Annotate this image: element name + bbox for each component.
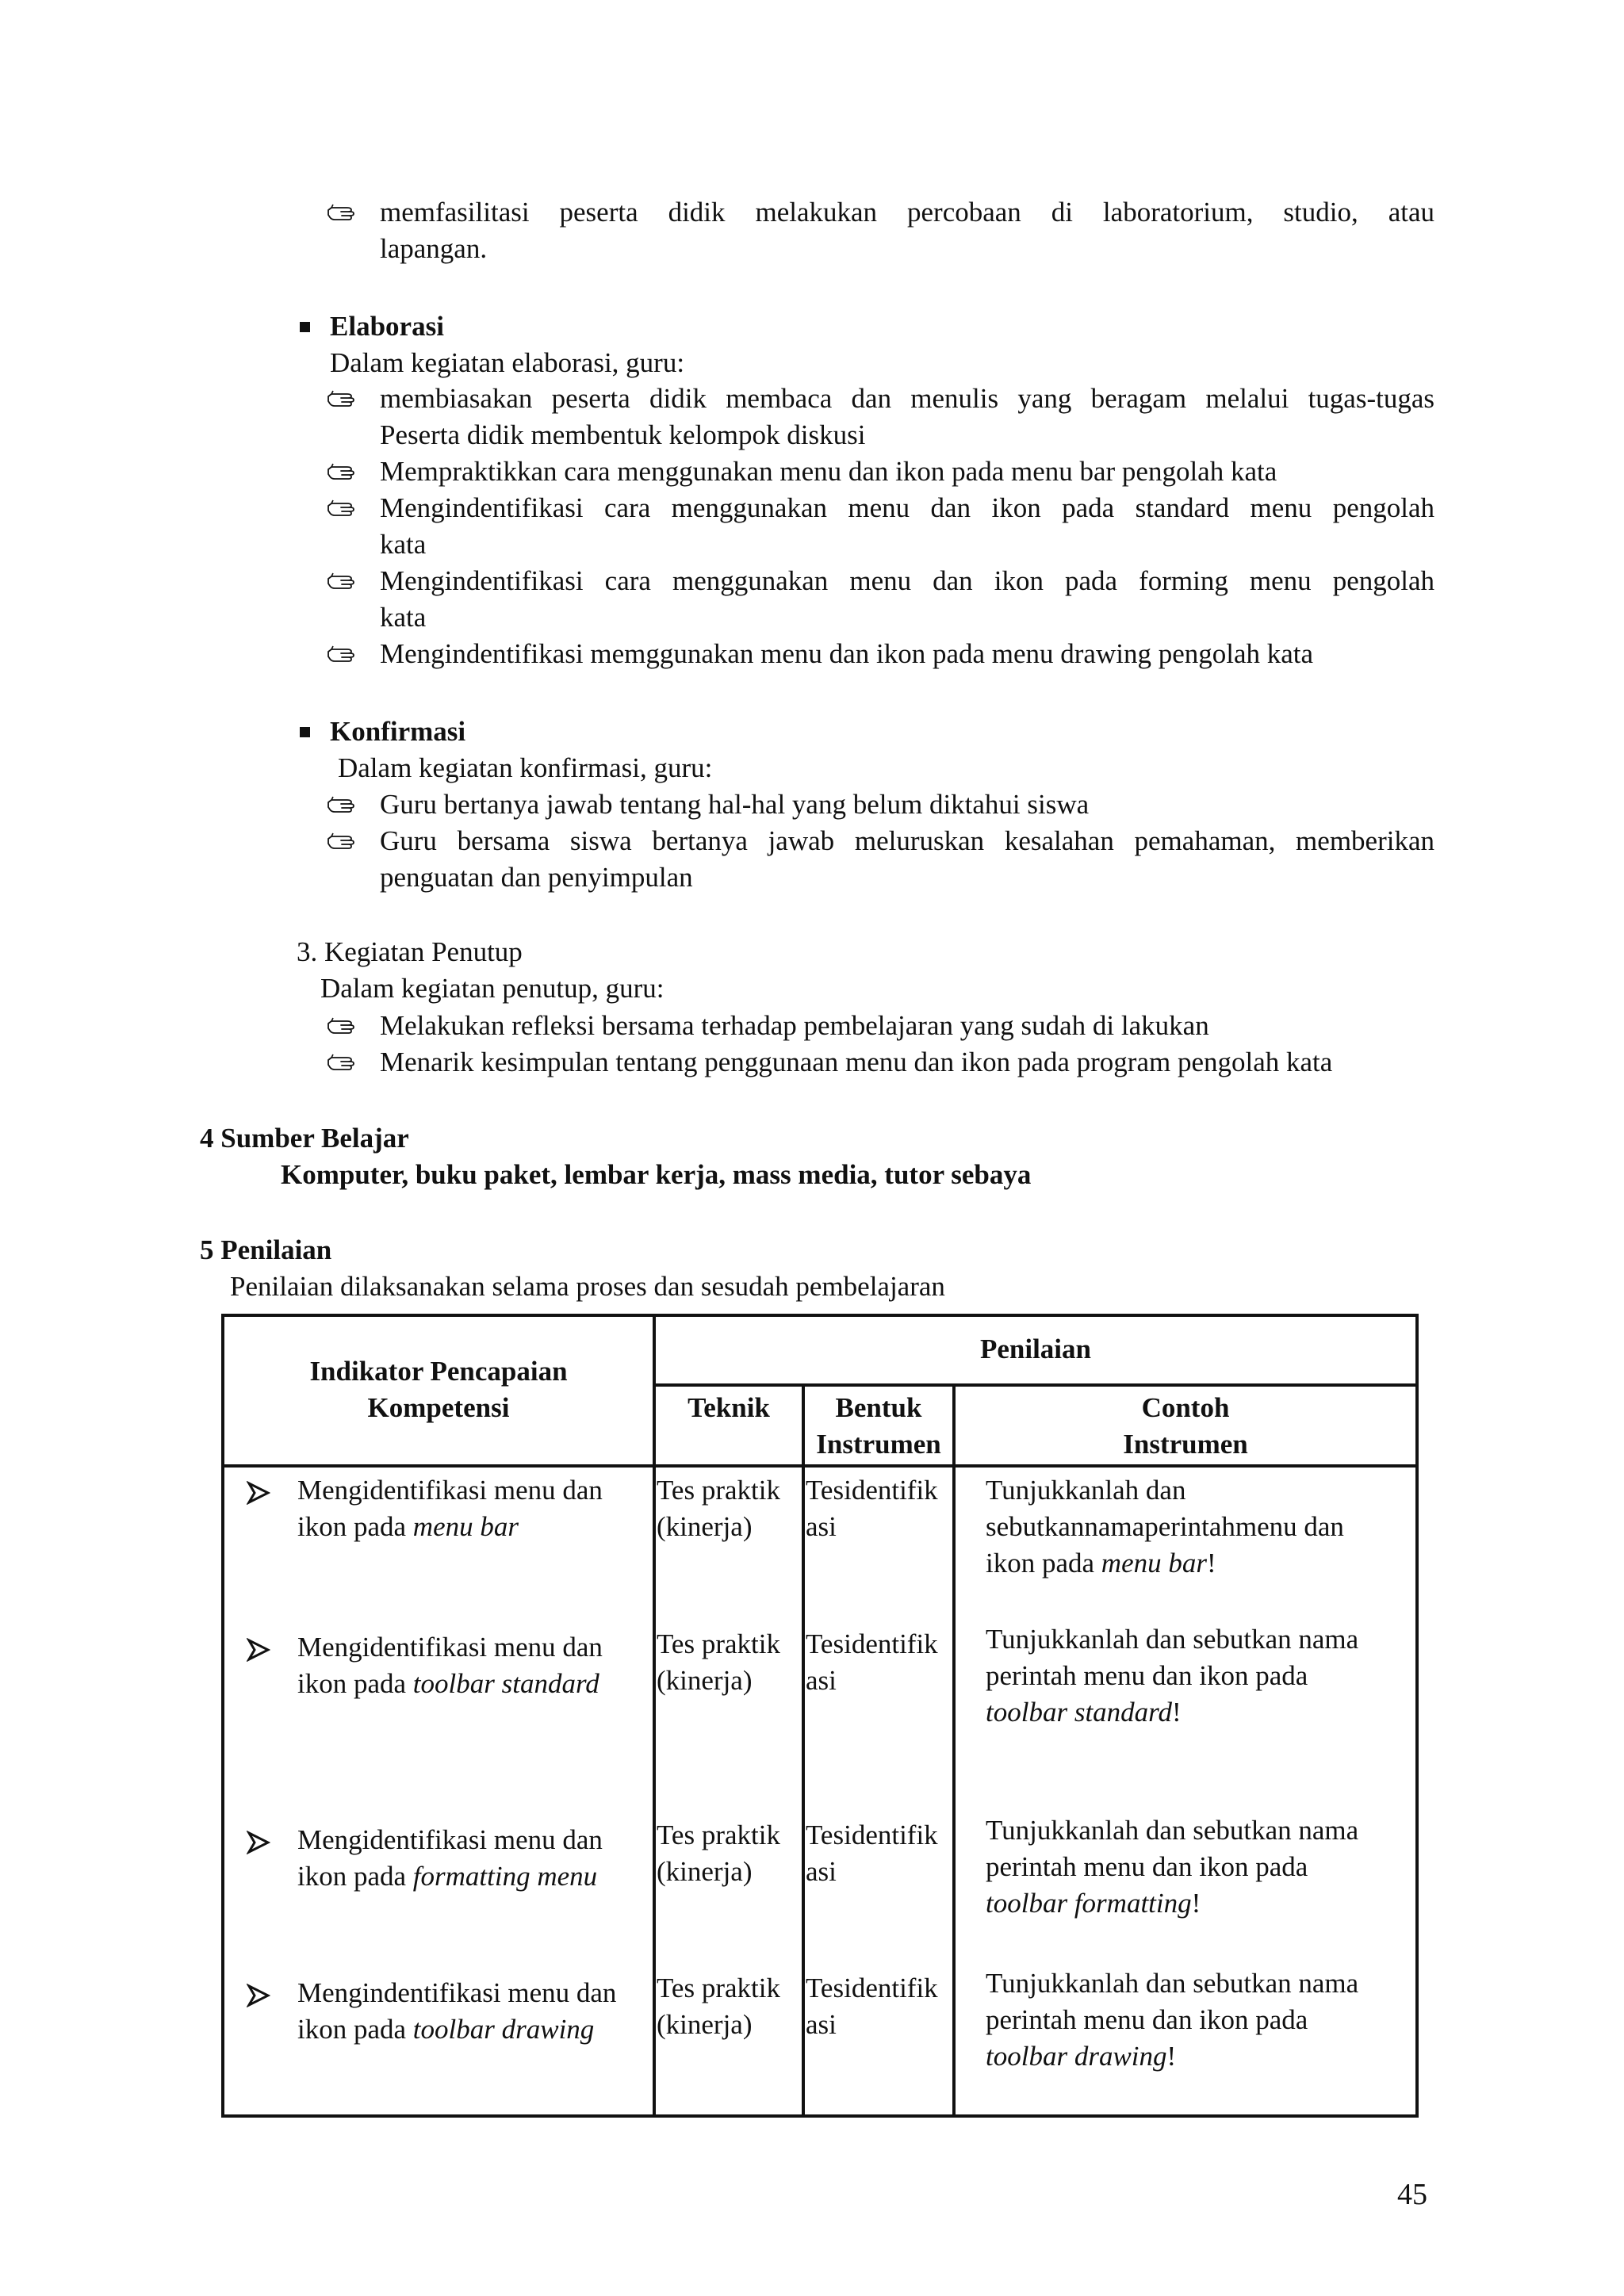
list-item: Mengindentifikasi memggunakan menu dan ikon pada menu drawing pengolah kata (380, 638, 1314, 669)
contoh-cell (954, 1466, 1417, 1621)
table-row (223, 1814, 1417, 1968)
list-item: penguatan dan penyimpulan (380, 862, 693, 893)
arrowhead-bullet-icon (247, 1481, 270, 1505)
contoh-text: ! (1172, 1697, 1182, 1728)
contoh-text: Tunjukkanlah dan sebutkan nama (986, 1815, 1359, 1846)
contoh-text: ! (1206, 1548, 1216, 1578)
indikator-cell (223, 1466, 654, 1621)
contoh-text: ! (1166, 2041, 1177, 2072)
section-heading-elaborasi: Elaborasi (330, 311, 444, 342)
bullet-text: memfasilitasi peserta didik melakukan percobaan di laboratorium, studio, atau (380, 197, 1434, 228)
table-row (223, 1621, 1417, 1814)
bentuk-cell (803, 1621, 954, 1814)
contoh-emphasis: menu bar (1101, 1548, 1207, 1578)
teknik-text: (kinerja) (657, 1856, 753, 1887)
contoh-text: perintah menu dan ikon pada (986, 1851, 1308, 1882)
pointing-hand-icon (327, 795, 355, 816)
indikator-text: Mengidentifikasi menu dan (297, 1475, 603, 1506)
indikator-emphasis: formatting menu (412, 1861, 598, 1892)
indikator-emphasis: toolbar standard (412, 1668, 599, 1699)
header-text: Instrumen (1123, 1429, 1248, 1460)
section-heading-sumber: 4 Sumber Belajar (200, 1123, 409, 1154)
arrowhead-bullet-icon (247, 1831, 270, 1854)
section-intro: Dalam kegiatan konfirmasi, guru: (338, 752, 713, 783)
contoh-text: Tunjukkanlah dan sebutkan nama (986, 1968, 1359, 1999)
section-intro: Penilaian dilaksanakan selama proses dan sesudah pembelajaran (230, 1271, 945, 1302)
bentuk-text: asi (806, 2009, 837, 2040)
teknik-cell (654, 1466, 803, 1621)
indikator-cell (223, 1968, 654, 2116)
header-text: Instrumen (816, 1429, 941, 1460)
pointing-hand-icon (327, 203, 355, 224)
header-text: Teknik (688, 1392, 770, 1423)
bentuk-cell (803, 1466, 954, 1621)
header-text: Indikator Pencapaian (309, 1356, 568, 1387)
bullet-text: lapangan. (380, 233, 488, 264)
section-heading-penutup: 3. Kegiatan Penutup (297, 936, 523, 967)
teknik-text: (kinerja) (657, 2009, 753, 2040)
header-bentuk (803, 1385, 954, 1466)
bentuk-text: Tesidentifik (806, 1628, 938, 1659)
bentuk-text: asi (806, 1511, 837, 1542)
header-text: Kompetensi (367, 1392, 510, 1423)
bentuk-cell (803, 1814, 954, 1968)
indikator-text: Mengidentifikasi menu dan (297, 1632, 603, 1663)
bentuk-text: Tesidentifik (806, 1973, 938, 2003)
list-item: Mengindentifikasi cara menggunakan menu dan ikon pada standard menu pengolah (380, 492, 1434, 523)
contoh-emphasis: toolbar drawing (986, 2041, 1167, 2072)
header-contoh (954, 1385, 1417, 1466)
indikator-text: ikon pada (297, 2014, 413, 2045)
table-row (223, 1968, 1417, 2116)
pointing-hand-icon (327, 832, 355, 852)
pointing-hand-icon (327, 462, 355, 483)
pointing-hand-icon (327, 572, 355, 592)
header-teknik (654, 1385, 803, 1466)
bentuk-text: Tesidentifik (806, 1820, 938, 1850)
list-item: membiasakan peserta didik membaca dan menulis yang beragam melalui tugas-tugas (380, 383, 1434, 414)
arrowhead-bullet-icon (247, 1984, 270, 2007)
contoh-text: ! (1191, 1888, 1201, 1919)
teknik-cell (654, 1968, 803, 2116)
teknik-text: Tes praktik (657, 1475, 780, 1506)
pointing-hand-icon (327, 389, 355, 410)
list-item: Melakukan refleksi bersama terhadap pembelajaran yang sudah di lakukan (380, 1010, 1209, 1041)
list-item: Mempraktikkan cara menggunakan menu dan ikon pada menu bar pengolah kata (380, 456, 1277, 487)
bentuk-text: Tesidentifik (806, 1475, 938, 1506)
assessment-table (221, 1314, 1419, 2118)
teknik-text: Tes praktik (657, 1973, 780, 2003)
arrowhead-bullet-icon (247, 1638, 270, 1662)
list-item: kata (380, 529, 427, 560)
teknik-text: Tes praktik (657, 1628, 780, 1659)
contoh-cell (954, 1968, 1417, 2116)
list-item: Mengindentifikasi cara menggunakan menu dan ikon pada forming menu pengolah (380, 565, 1434, 596)
sumber-text: Komputer, buku paket, lembar kerja, mass media, tutor sebaya (281, 1159, 1032, 1190)
contoh-text: ikon pada (986, 1548, 1101, 1578)
teknik-cell (654, 1621, 803, 1814)
contoh-text: perintah menu dan ikon pada (986, 2004, 1308, 2035)
contoh-text: Tunjukkanlah dan (986, 1475, 1186, 1506)
indikator-cell (223, 1814, 654, 1968)
list-item: kata (380, 602, 427, 633)
contoh-cell (954, 1621, 1417, 1814)
teknik-text: Tes praktik (657, 1820, 780, 1850)
bentuk-text: asi (806, 1856, 837, 1887)
indikator-emphasis: menu bar (412, 1511, 519, 1542)
bentuk-text: asi (806, 1665, 837, 1696)
pointing-hand-icon (327, 645, 355, 665)
header-text: Contoh (1141, 1392, 1230, 1423)
contoh-cell (954, 1814, 1417, 1968)
header-indikator (223, 1315, 654, 1466)
indikator-text: ikon pada (297, 1861, 413, 1892)
teknik-cell (654, 1814, 803, 1968)
header-text: Penilaian (979, 1334, 1092, 1364)
square-bullet-icon (300, 322, 310, 332)
indikator-cell (223, 1621, 654, 1814)
indikator-text: ikon pada (297, 1511, 413, 1542)
pointing-hand-icon (327, 1053, 355, 1073)
bentuk-cell (803, 1968, 954, 2116)
indikator-emphasis: toolbar drawing (412, 2014, 595, 2045)
list-item: Menarik kesimpulan tentang penggunaan menu dan ikon pada program pengolah kata (380, 1047, 1333, 1077)
contoh-text: perintah menu dan ikon pada (986, 1660, 1308, 1691)
header-text: Bentuk (835, 1392, 922, 1423)
list-item: Guru bersama siswa bertanya jawab meluruskan kesalahan pemahaman, memberikan (380, 825, 1434, 856)
table-row (223, 1466, 1417, 1621)
indikator-text: Mengidentifikasi menu dan (297, 1824, 603, 1855)
indikator-text: Mengindentifikasi menu dan (297, 1977, 617, 2008)
section-intro: Dalam kegiatan penutup, guru: (320, 973, 665, 1004)
pointing-hand-icon (327, 499, 355, 519)
contoh-text: sebutkannamaperintahmenu dan (986, 1511, 1344, 1542)
teknik-text: (kinerja) (657, 1665, 753, 1696)
header-penilaian (654, 1315, 1417, 1385)
contoh-emphasis: toolbar standard (986, 1697, 1172, 1728)
list-item: Peserta didik membentuk kelompok diskusi (380, 419, 866, 450)
square-bullet-icon (300, 727, 310, 737)
indikator-text: ikon pada (297, 1668, 413, 1699)
section-heading-konfirmasi: Konfirmasi (330, 716, 466, 747)
list-item: Guru bertanya jawab tentang hal-hal yang belum diktahui siswa (380, 789, 1090, 820)
section-heading-penilaian: 5 Penilaian (200, 1234, 332, 1265)
section-intro: Dalam kegiatan elaborasi, guru: (330, 347, 685, 378)
contoh-text: Tunjukkanlah dan sebutkan nama (986, 1624, 1359, 1655)
contoh-emphasis: toolbar formatting (986, 1888, 1192, 1919)
pointing-hand-icon (327, 1016, 355, 1037)
page-number: 45 (1397, 2178, 1427, 2211)
teknik-text: (kinerja) (657, 1511, 753, 1542)
